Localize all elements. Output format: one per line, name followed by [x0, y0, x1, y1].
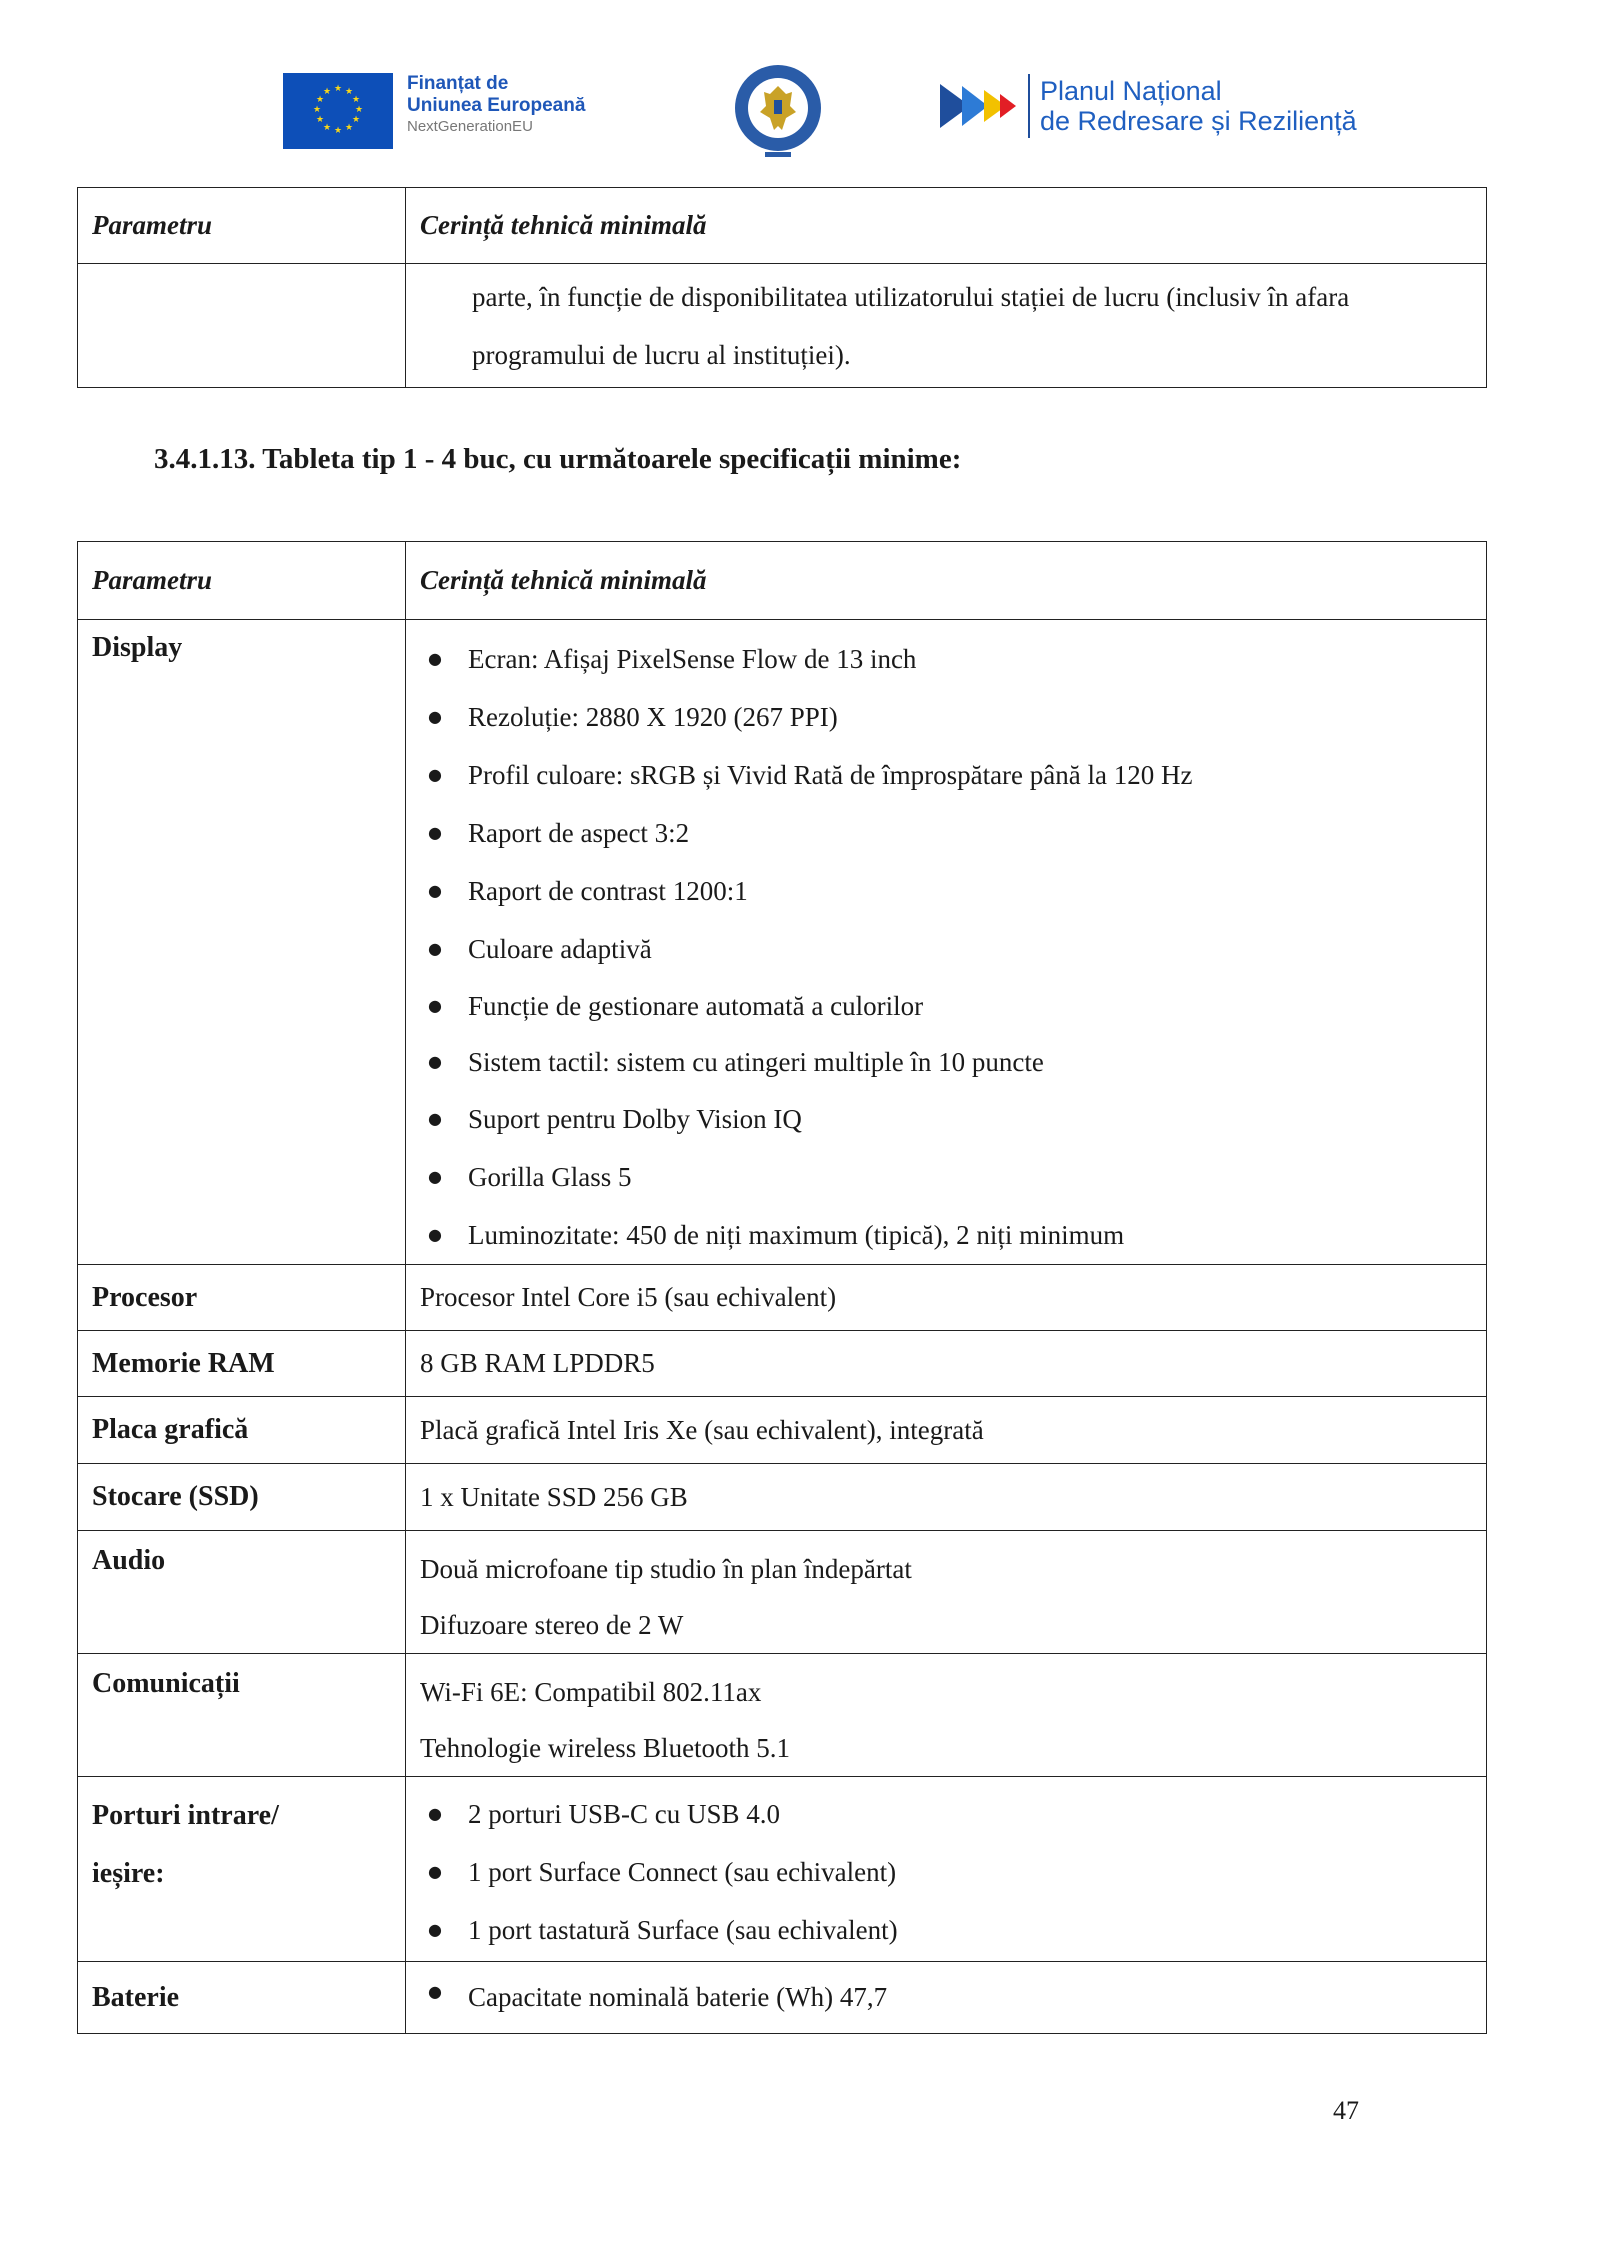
tablet-spec-table [77, 541, 1487, 2034]
page-number: 47 [1333, 2096, 1359, 2125]
table-row [78, 1464, 1487, 1531]
eu-funded-label: Finanțat de [407, 73, 509, 94]
list-item: ● Rezoluție: 2880 X 1920 (267 PPI) [428, 702, 838, 732]
section-title: 3.4.1.13. Tableta tip 1 - 4 buc, cu următoarele specificații minime: [154, 443, 962, 475]
pnrr-title-line1: Planul Național [1040, 76, 1222, 106]
list-item: ● Luminozitate: 450 de niți maximum (tipică), 2 niți minimum [428, 1220, 1125, 1250]
communications-label: Comunicații [78, 1654, 406, 1777]
storage-value: 1 x Unitate SSD 256 GB [406, 1464, 1487, 1531]
list-item: ● Profil culoare: sRGB și Vivid Rată de împrospătare până la 120 Hz [428, 760, 1193, 790]
empty-parameter-cell [78, 264, 406, 388]
column-header-requirement: Cerință tehnică minimală [406, 188, 1487, 264]
pnrr-logo [940, 74, 1357, 138]
communications-line2: Tehnologie wireless Bluetooth 5.1 [420, 1733, 791, 1763]
list-item: ● Ecran: Afișaj PixelSense Flow de 13 inch [428, 644, 917, 674]
list-item: ● Raport de aspect 3:2 [428, 818, 690, 848]
audio-label: Audio [78, 1531, 406, 1654]
ram-label: Memorie RAM [78, 1331, 406, 1397]
ram-value: 8 GB RAM LPDDR5 [406, 1331, 1487, 1397]
header-logos [0, 62, 1600, 162]
gpu-label: Placa grafică [78, 1397, 406, 1464]
processor-label: Procesor [78, 1265, 406, 1331]
list-item: ● Gorilla Glass 5 [428, 1162, 632, 1192]
government-seal-icon [732, 62, 824, 163]
table-row [78, 1654, 1487, 1777]
list-item: ● 1 port tastatură Surface (sau echivalent) [428, 1915, 898, 1945]
communications-line1: Wi-Fi 6E: Compatibil 802.11ax [420, 1677, 762, 1707]
gpu-value: Placă grafică Intel Iris Xe (sau echivalent), integrată [406, 1397, 1487, 1464]
list-item: ● Raport de contrast 1200:1 [428, 876, 748, 906]
continuation-text-line2: programului de lucru al instituției). [472, 340, 851, 370]
list-item: ● Suport pentru Dolby Vision IQ [428, 1104, 802, 1134]
battery-list [420, 1982, 1472, 2013]
ports-label-line2: ieșire: [92, 1858, 165, 1889]
display-label: Display [78, 620, 406, 1265]
pnrr-arrows-icon [940, 76, 1020, 136]
list-item: ● Sistem tactil: sistem cu atingeri multiple în 10 puncte [428, 1047, 1044, 1077]
table-row [78, 1397, 1487, 1464]
column-header-requirement: Cerință tehnică minimală [406, 542, 1487, 620]
display-spec-list [420, 630, 1472, 1264]
battery-label: Baterie [78, 1962, 406, 2034]
continuation-text-line1: parte, în funcție de disponibilitatea utilizatorului stației de lucru (inclusiv în afara [472, 282, 1350, 312]
list-item: ● Culoare adaptivă [428, 934, 652, 964]
table-row [78, 1777, 1487, 1962]
table-row [78, 1265, 1487, 1331]
eu-union-label: Uniunea Europeană [407, 95, 586, 116]
list-item: ● Funcție de gestionare automată a culorilor [428, 991, 924, 1021]
column-header-parameter: Parametru [78, 542, 406, 620]
storage-label: Stocare (SSD) [78, 1464, 406, 1531]
audio-line2: Difuzoare stereo de 2 W [420, 1610, 684, 1640]
audio-line1: Două microfoane tip studio în plan îndepărtat [420, 1554, 912, 1584]
processor-value: Procesor Intel Core i5 (sau echivalent) [406, 1265, 1487, 1331]
list-item: ● 1 port Surface Connect (sau echivalent) [428, 1857, 897, 1887]
eu-flag-icon: ★ ★ ★ ★ ★ ★ ★ ★ ★ ★ ★ ★ [283, 73, 393, 149]
next-gen-eu-label: NextGenerationEU [407, 118, 533, 135]
list-item: ● Capacitate nominală baterie (Wh) 47,7 [428, 1982, 888, 2012]
list-item: ● 2 porturi USB-C cu USB 4.0 [428, 1799, 781, 1829]
continued-spec-table [77, 187, 1487, 388]
table-row [78, 620, 1487, 1265]
table-row [78, 1962, 1487, 2034]
column-header-parameter: Parametru [78, 188, 406, 264]
ports-label-line1: Porturi intrare/ [92, 1800, 279, 1831]
pnrr-title-line2: de Redresare și Reziliență [1040, 106, 1357, 136]
ports-list [420, 1785, 1472, 1959]
eu-logo [283, 73, 585, 149]
table-row [78, 1331, 1487, 1397]
table-row [78, 1531, 1487, 1654]
